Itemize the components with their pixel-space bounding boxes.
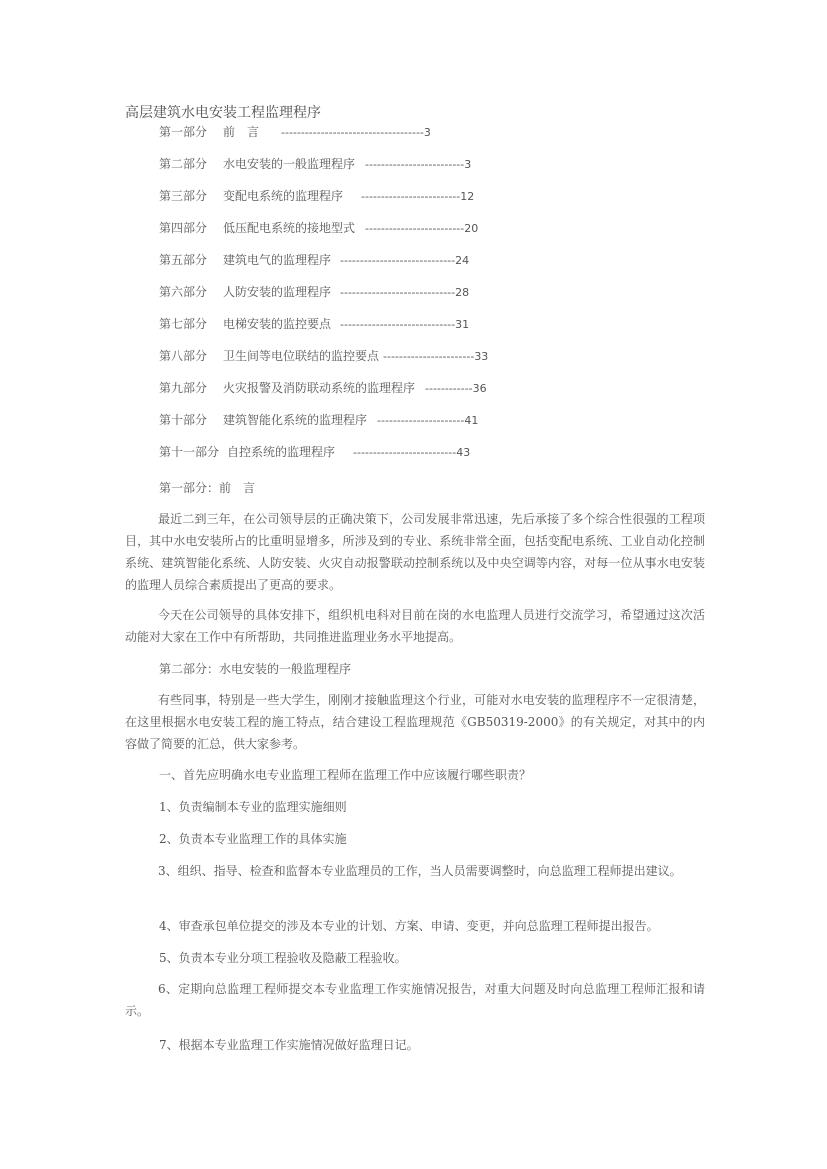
toc-page: 31 xyxy=(455,318,470,331)
toc-name: 前 言 xyxy=(223,125,260,139)
toc-leader: ----------------------- xyxy=(383,350,475,363)
question-heading: 一、首先应明确水电专业监理工程师在监理工作中应该履行哪些职责？ xyxy=(159,768,532,782)
section1-heading: 第一部分：前 言 xyxy=(159,481,256,495)
toc-leader: -------------------------- xyxy=(353,446,457,459)
toc-part: 第九部分 xyxy=(159,381,208,395)
duty-item: 6、定期向总监理工程师提交本专业监理工作实施情况报告，对重大问题及时向总监理工程师汇报和请示。 xyxy=(125,982,705,1018)
toc-leader: ------------------------------------ xyxy=(281,126,424,139)
toc-name: 自控系统的监理程序 xyxy=(227,445,336,459)
toc-part: 第二部分 xyxy=(159,157,208,171)
document-title: 高层建筑水电安装工程监理程序 xyxy=(125,105,321,121)
toc-name: 火灾报警及消防联动系统的监理程序 xyxy=(223,381,416,395)
toc-name: 水电安装的一般监理程序 xyxy=(223,157,356,171)
toc-leader: ------------------------- xyxy=(361,190,461,203)
toc-leader: ---------------------- xyxy=(377,414,465,427)
duty-item: 3、组织、指导、检查和监督本专业监理员的工作，当人员需要调整时，向总监理工程师提出建议。 xyxy=(158,864,682,878)
toc-part: 第十部分 xyxy=(159,413,208,427)
section2-paragraph-1: 有些同事，特别是一些大学生，刚刚才接触监理这个行业，可能对水电安装的监理程序不一定很清楚，在这里根据水电安装工程的施工特点，结合建设工程监理规范《GB50319-2000》的有关规定，对其中的内容做了简要的汇总，供大家参考。 xyxy=(125,693,705,751)
toc-name: 变配电系统的监理程序 xyxy=(223,189,344,203)
toc-page: 12 xyxy=(460,190,475,203)
toc-leader: ------------ xyxy=(425,382,473,395)
toc-page: 20 xyxy=(464,222,479,235)
toc-item xyxy=(159,348,759,380)
toc-name: 建筑智能化系统的监理程序 xyxy=(223,413,368,427)
toc-page: 43 xyxy=(456,446,471,459)
duty-item: 5、负责本专业分项工程验收及隐蔽工程验收。 xyxy=(159,951,407,965)
toc-part: 第四部分 xyxy=(159,221,208,235)
toc-name: 低压配电系统的接地型式 xyxy=(223,221,356,235)
toc-page: 36 xyxy=(472,382,487,395)
toc-page: 24 xyxy=(455,254,470,267)
toc-leader: ----------------------------- xyxy=(340,318,456,331)
toc-part: 第三部分 xyxy=(159,189,208,203)
toc-item xyxy=(159,220,759,252)
toc-item xyxy=(159,412,759,444)
toc-leader: ------------------------- xyxy=(365,222,465,235)
toc-name: 人防安装的监理程序 xyxy=(223,285,332,299)
toc-part: 第六部分 xyxy=(159,285,208,299)
toc-item xyxy=(159,380,759,412)
toc-item xyxy=(159,188,759,220)
toc-part: 第五部分 xyxy=(159,253,208,267)
toc-name: 卫生间等电位联结的监控要点 xyxy=(223,349,380,363)
toc-item xyxy=(159,444,759,476)
toc-item xyxy=(159,316,759,348)
toc-leader: ----------------------------- xyxy=(340,286,456,299)
toc-item xyxy=(159,156,759,188)
toc-page: 33 xyxy=(474,350,489,363)
duty-item: 4、审查承包单位提交的涉及本专业的计划、方案、申请、变更，并向总监理工程师提出报告。 xyxy=(159,919,659,933)
toc-page: 41 xyxy=(464,414,479,427)
toc-leader: ----------------------------- xyxy=(340,254,456,267)
section1-paragraph-2: 今天在公司领导的具体安排下，组织机电科对目前在岗的水电监理人员进行交流学习，希望通过这次活动能对大家在工作中有所帮助，共同推进监理业务水平地提高。 xyxy=(125,608,705,644)
toc-part: 第十一部分 xyxy=(159,445,220,459)
duty-item: 2、负责本专业监理工作的具体实施 xyxy=(159,832,347,846)
toc-name: 建筑电气的监理程序 xyxy=(223,253,332,267)
table-of-contents xyxy=(159,124,759,476)
toc-part: 第一部分 xyxy=(159,125,208,139)
toc-part: 第八部分 xyxy=(159,349,208,363)
duty-item: 7、根据本专业监理工作实施情况做好监理日记。 xyxy=(159,1038,419,1052)
toc-page: 28 xyxy=(455,286,470,299)
toc-item xyxy=(159,284,759,316)
section1-paragraph-1: 最近二到三年，在公司领导层的正确决策下，公司发展非常迅速，先后承接了多个综合性很强的工程项目，其中水电安装所占的比重明显增多，所涉及到的专业、系统非常全面，包括变配电系统、工业自动化控制系统、建筑智能化系统、人防安装、火灾自动报警联动控制系统以及中央空调等内容，对每一位从事水电安装的监理人员综合素质提出了更高的要求。 xyxy=(125,512,705,592)
toc-page: 3 xyxy=(423,126,431,139)
toc-item xyxy=(159,252,759,284)
toc-page: 3 xyxy=(464,158,472,171)
section2-heading: 第二部分：水电安装的一般监理程序 xyxy=(159,662,352,676)
toc-name: 电梯安装的监控要点 xyxy=(223,317,332,331)
toc-leader: ------------------------- xyxy=(365,158,465,171)
toc-part: 第七部分 xyxy=(159,317,208,331)
duty-item: 1、负责编制本专业的监理实施细则 xyxy=(159,800,347,814)
toc-item xyxy=(159,124,759,156)
